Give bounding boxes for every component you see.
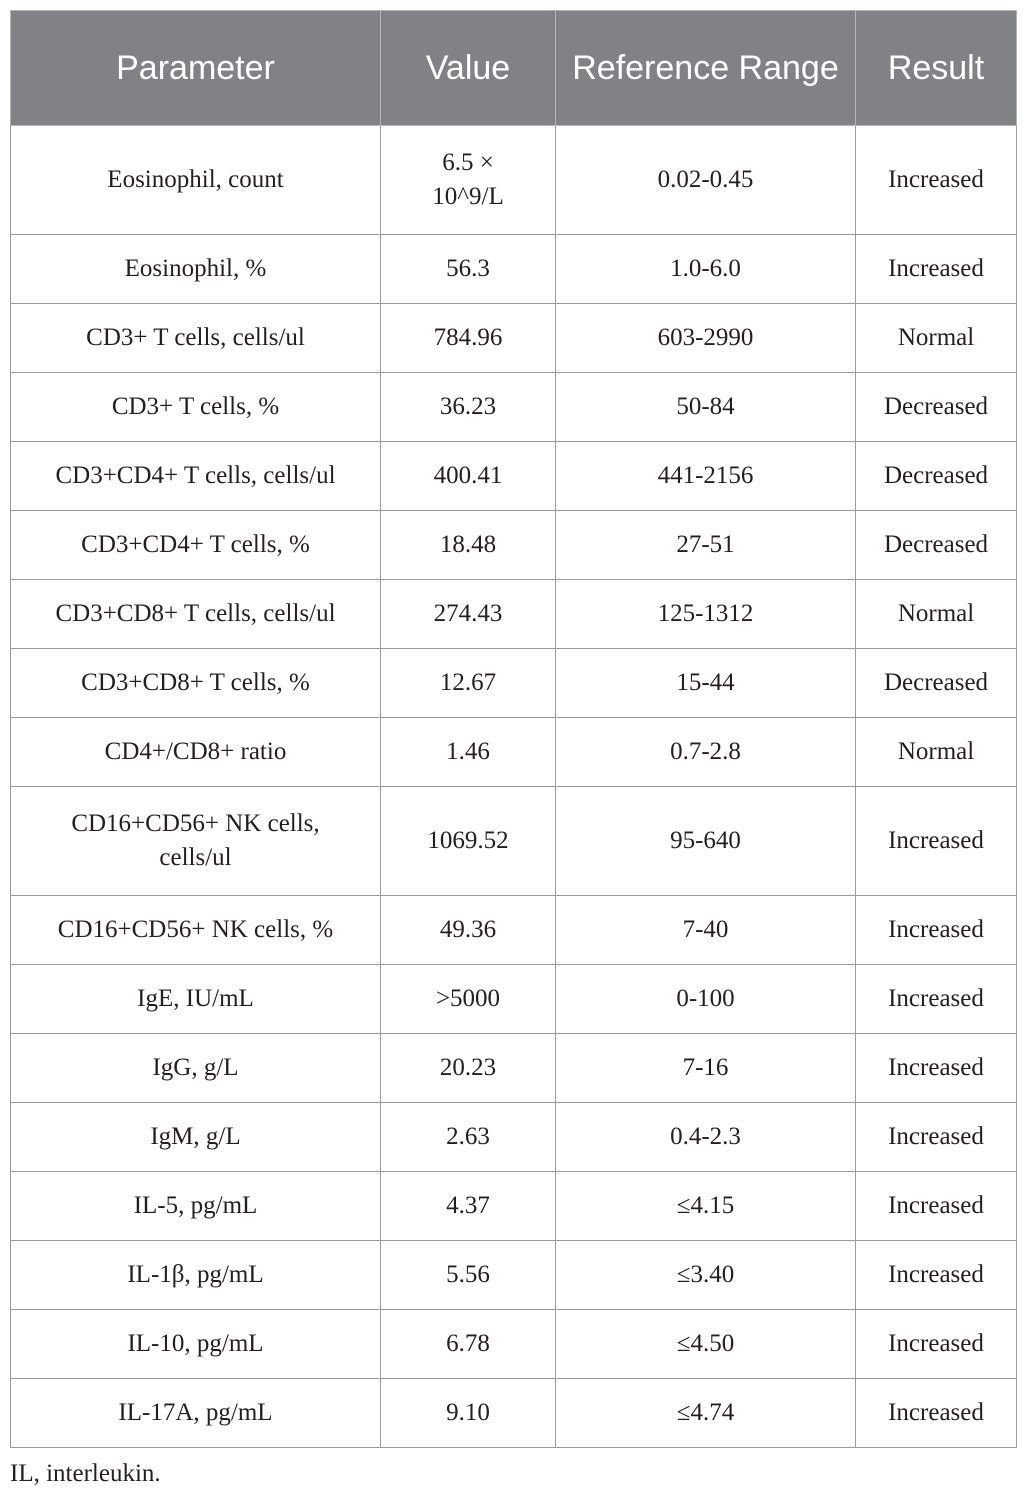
cell-result: Increased [856,1172,1017,1241]
cell-result: Increased [856,235,1017,304]
cell-result: Increased [856,1241,1017,1310]
cell-result: Increased [856,1310,1017,1379]
cell-value: 2.63 [381,1103,556,1172]
cell-value: 49.36 [381,896,556,965]
cell-result: Increased [856,965,1017,1034]
table-row [11,1103,1017,1172]
table-row [11,1310,1017,1379]
table-row [11,1241,1017,1310]
cell-parameter: CD16+CD56+ NK cells, % [11,896,381,965]
lab-results-table [10,10,1017,1448]
header-reference-range: Reference Range [556,11,856,126]
table-body [11,126,1017,1448]
cell-parameter: IgM, g/L [11,1103,381,1172]
cell-range: 27-51 [556,511,856,580]
cell-range: ≤3.40 [556,1241,856,1310]
cell-value-text: 6.5 × 10^9/L [432,149,504,210]
cell-parameter: IgE, IU/mL [11,965,381,1034]
table-row [11,896,1017,965]
cell-range: 1.0-6.0 [556,235,856,304]
cell-parameter-text: CD16+CD56+ NK cells, cells/ul [71,810,320,871]
cell-range: 0.4-2.3 [556,1103,856,1172]
cell-value: 56.3 [381,235,556,304]
cell-value: 18.48 [381,511,556,580]
cell-parameter: IL-17A, pg/mL [11,1379,381,1448]
cell-range: ≤4.15 [556,1172,856,1241]
table-row [11,787,1017,896]
cell-result: Normal [856,718,1017,787]
cell-result: Increased [856,1379,1017,1448]
cell-value: 20.23 [381,1034,556,1103]
cell-parameter: CD4+/CD8+ ratio [11,718,381,787]
table-row [11,1034,1017,1103]
header-parameter: Parameter [11,11,381,126]
table-row [11,965,1017,1034]
cell-value [381,126,556,235]
cell-value: 784.96 [381,304,556,373]
cell-value: 400.41 [381,442,556,511]
table-row [11,718,1017,787]
cell-result: Increased [856,896,1017,965]
header-row [11,11,1017,126]
cell-range: 50-84 [556,373,856,442]
table-row [11,442,1017,511]
cell-parameter: Eosinophil, % [11,235,381,304]
table-row [11,235,1017,304]
cell-parameter: Eosinophil, count [11,126,381,235]
cell-parameter: CD3+CD4+ T cells, % [11,511,381,580]
table-row [11,1379,1017,1448]
header-value: Value [381,11,556,126]
cell-range: ≤4.50 [556,1310,856,1379]
cell-parameter: CD3+CD4+ T cells, cells/ul [11,442,381,511]
table-row [11,580,1017,649]
table-row [11,649,1017,718]
cell-result: Decreased [856,442,1017,511]
table-footnote: IL, interleukin. [10,1460,161,1487]
cell-parameter [11,787,381,896]
cell-range: ≤4.74 [556,1379,856,1448]
cell-value: 9.10 [381,1379,556,1448]
cell-range: 0.7-2.8 [556,718,856,787]
cell-range: 7-16 [556,1034,856,1103]
cell-value: 6.78 [381,1310,556,1379]
cell-result: Normal [856,580,1017,649]
cell-parameter: CD3+ T cells, % [11,373,381,442]
cell-result: Increased [856,1103,1017,1172]
cell-parameter: CD3+ T cells, cells/ul [11,304,381,373]
cell-range: 125-1312 [556,580,856,649]
cell-value: 4.37 [381,1172,556,1241]
table-row [11,126,1017,235]
cell-value: 1069.52 [381,787,556,896]
cell-result: Increased [856,787,1017,896]
table-row [11,511,1017,580]
cell-parameter: CD3+CD8+ T cells, % [11,649,381,718]
cell-result: Decreased [856,649,1017,718]
cell-range: 15-44 [556,649,856,718]
cell-parameter: CD3+CD8+ T cells, cells/ul [11,580,381,649]
cell-value: 274.43 [381,580,556,649]
cell-parameter: IL-10, pg/mL [11,1310,381,1379]
cell-parameter: IL-5, pg/mL [11,1172,381,1241]
cell-value: 1.46 [381,718,556,787]
table-row [11,373,1017,442]
table-row [11,304,1017,373]
cell-parameter: IL-1β, pg/mL [11,1241,381,1310]
cell-range: 0.02-0.45 [556,126,856,235]
cell-result: Decreased [856,373,1017,442]
cell-range: 441-2156 [556,442,856,511]
cell-result: Increased [856,126,1017,235]
header-result: Result [856,11,1017,126]
cell-result: Normal [856,304,1017,373]
table-row [11,1172,1017,1241]
cell-result: Increased [856,1034,1017,1103]
cell-parameter: IgG, g/L [11,1034,381,1103]
cell-value: 12.67 [381,649,556,718]
cell-range: 0-100 [556,965,856,1034]
cell-range: 7-40 [556,896,856,965]
cell-result: Decreased [856,511,1017,580]
cell-range: 603-2990 [556,304,856,373]
cell-value: 36.23 [381,373,556,442]
cell-value: >5000 [381,965,556,1034]
cell-value: 5.56 [381,1241,556,1310]
cell-range: 95-640 [556,787,856,896]
